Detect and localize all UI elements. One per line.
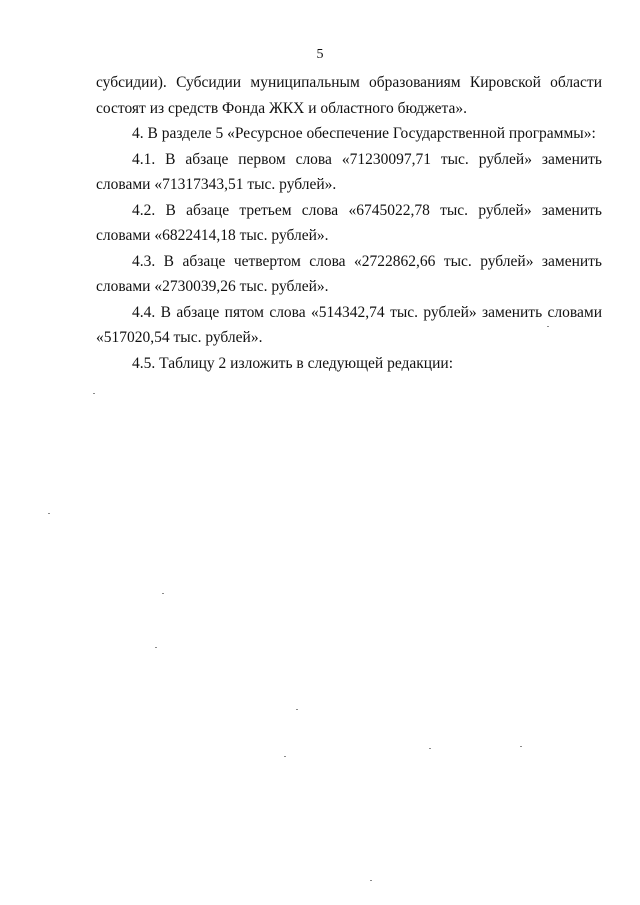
scan-speck	[155, 647, 157, 648]
paragraph-continuation: субсидии). Субсидии муниципальным образованиям Кировской области состоят из средств Фонда ЖКХ и областного бюджета».	[96, 74, 602, 117]
scan-speck	[429, 748, 431, 749]
paragraph-item-4-3: 4.3. В абзаце четвертом слова «2722862,66 тыс. рублей» заменить словами «2730039,26 тыс. рублей».	[96, 252, 602, 295]
paragraph-item-4-4: 4.4. В абзаце пятом слова «514342,74 тыс. рублей» заменить словами «517020,54 тыс. рублей».	[96, 303, 602, 346]
scan-speck	[284, 756, 286, 757]
page-number: 5	[316, 47, 324, 62]
scan-speck	[370, 880, 372, 881]
scan-speck	[296, 709, 298, 710]
scan-speck	[520, 746, 522, 747]
paragraph-item-4-2: 4.2. В абзаце третьем слова «6745022,78 тыс. рублей» заменить словами «6822414,18 тыс. рублей».	[96, 201, 602, 244]
scan-speck	[93, 393, 95, 394]
scan-speck	[162, 593, 164, 594]
document-body	[96, 70, 602, 376]
paragraph-item-4-5: 4.5. Таблицу 2 изложить в следующей редакции:	[132, 354, 453, 372]
scan-speck	[48, 513, 50, 514]
paragraph-item-4-1: 4.1. В абзаце первом слова «71230097,71 тыс. рублей» заменить словами «71317343,51 тыс. рублей».	[96, 150, 602, 193]
paragraph-item-4: 4. В разделе 5 «Ресурсное обеспечение Государственной программы»:	[132, 125, 596, 142]
scan-speck	[547, 326, 549, 327]
